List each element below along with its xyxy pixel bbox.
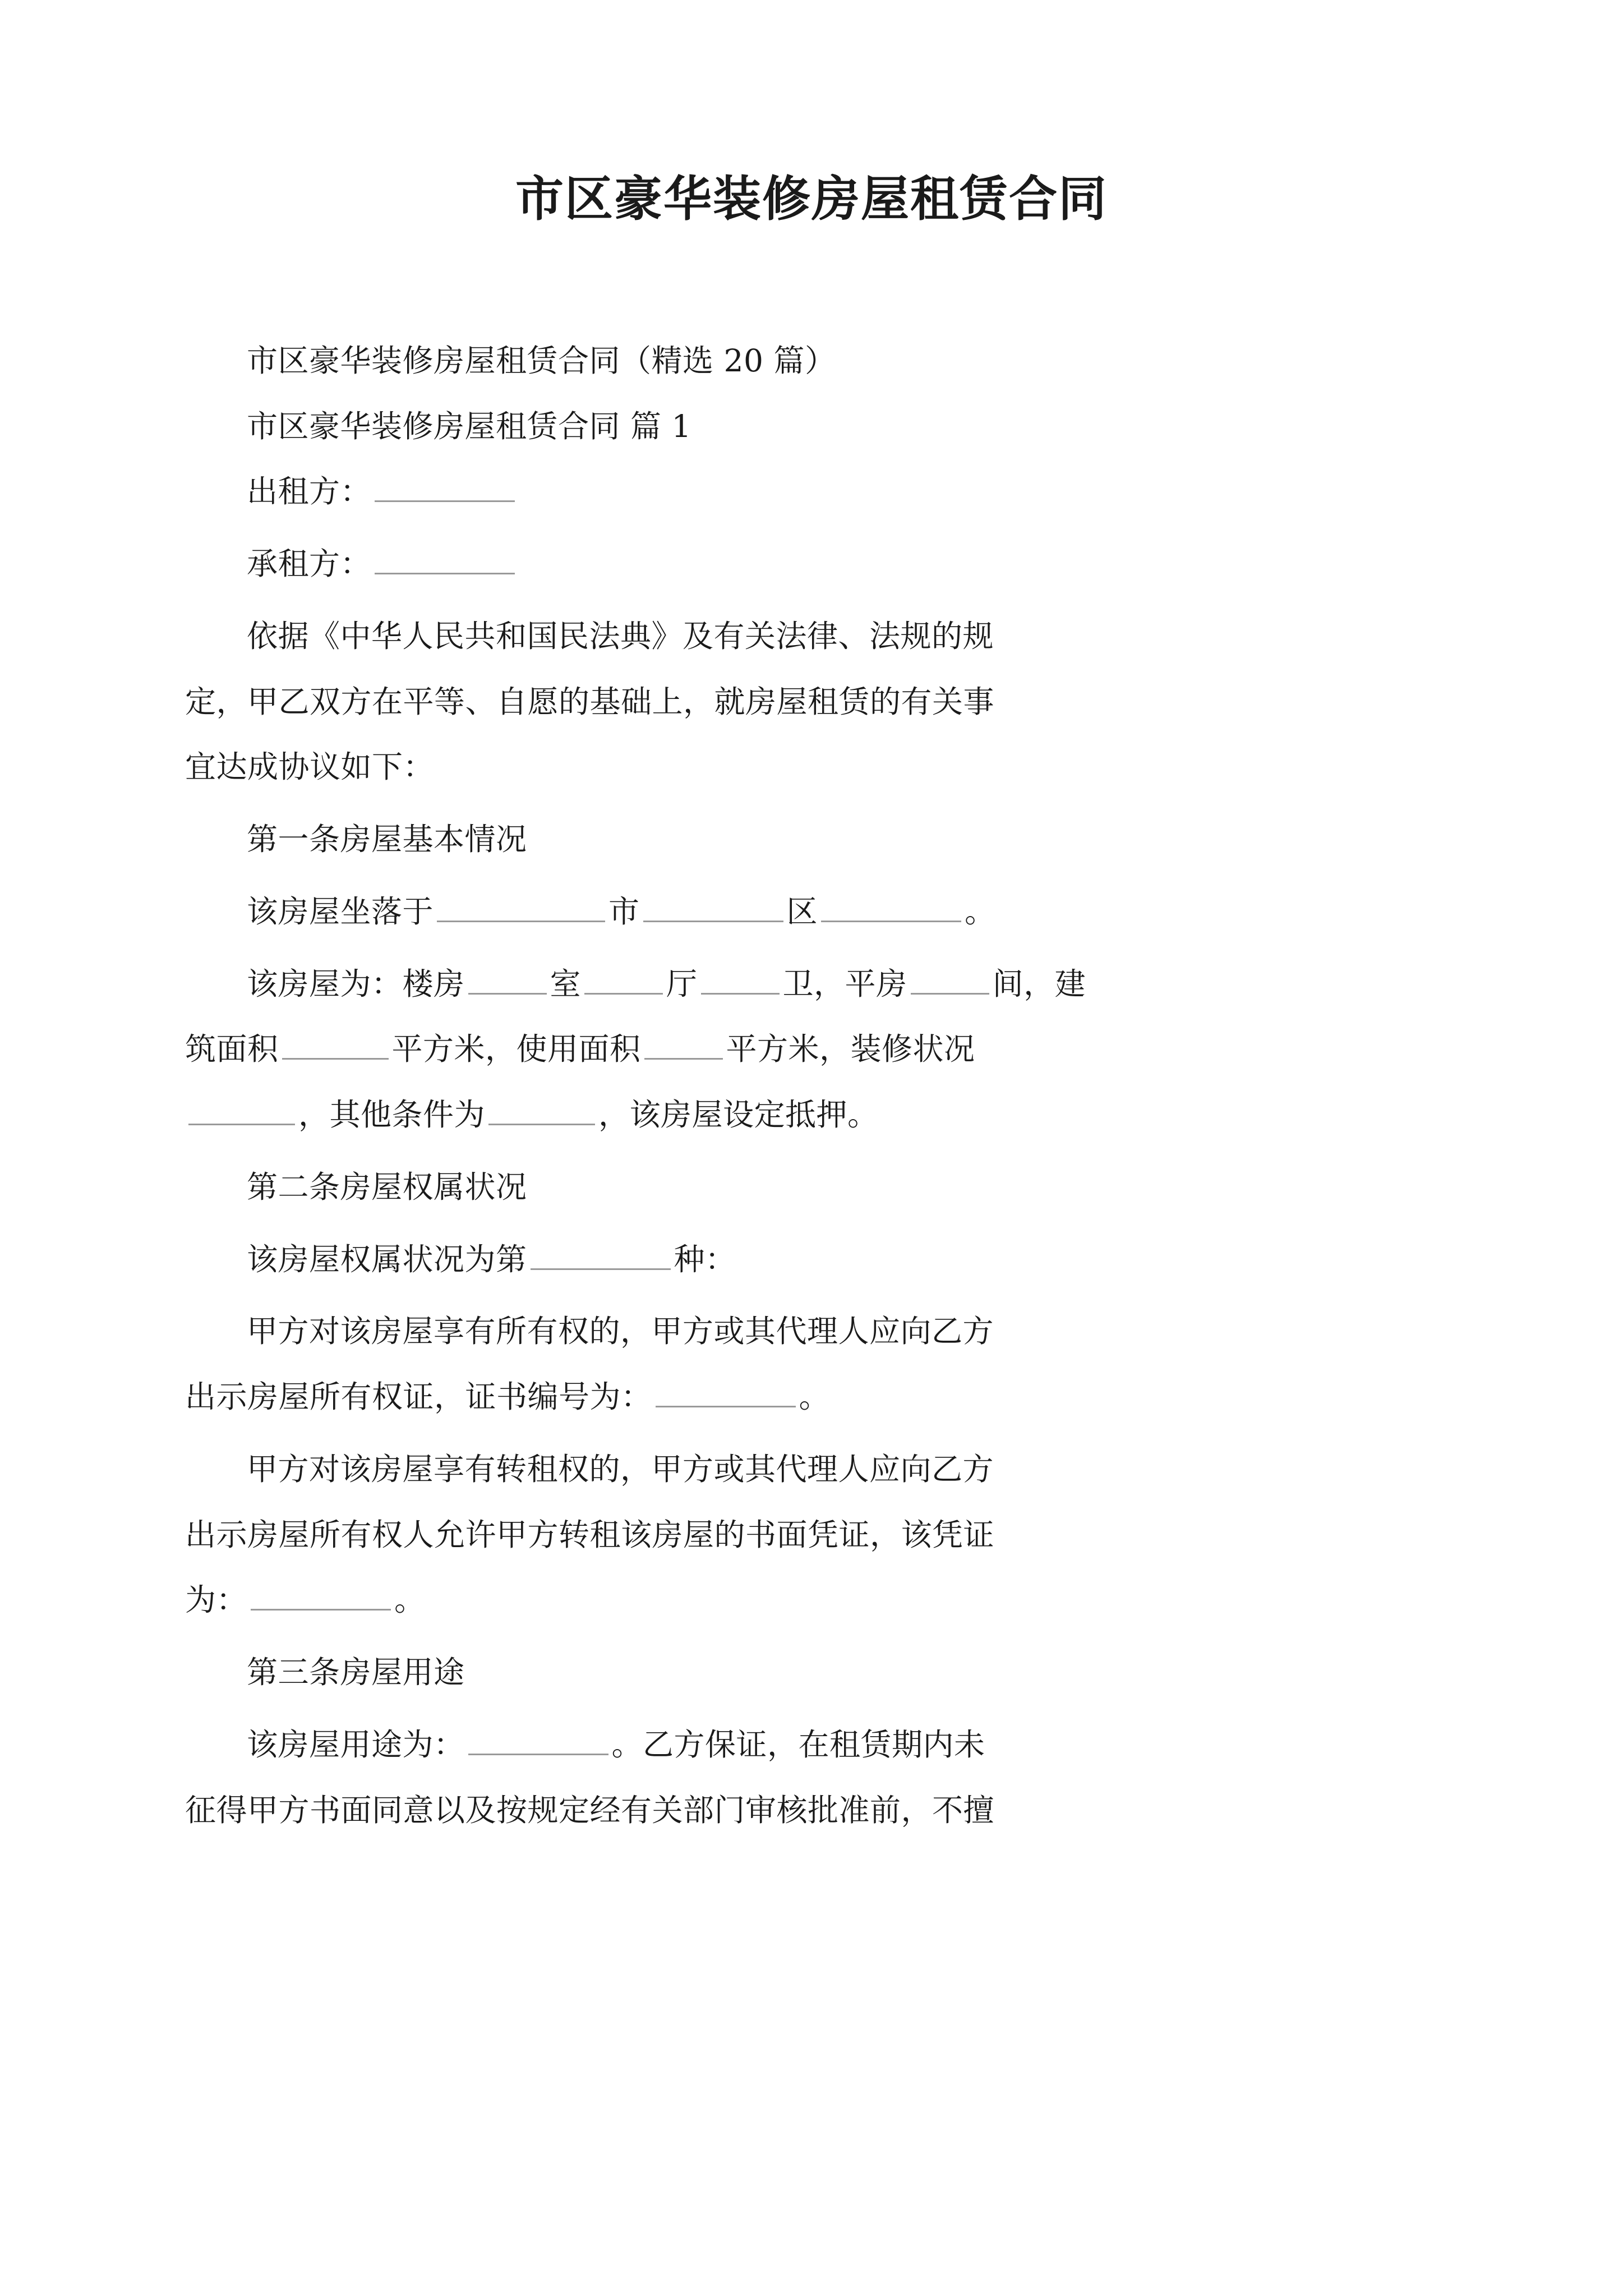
article-3-usage-end: 。乙方保证，在租赁期内未: [611, 1726, 985, 1763]
article-1-other-line: [185, 1083, 1438, 1147]
article-1-area-line: [185, 1018, 1438, 1081]
built-area-blank[interactable]: [282, 1031, 389, 1060]
ownership-type-blank[interactable]: [531, 1241, 671, 1270]
flats-blank[interactable]: [911, 966, 989, 995]
document-body: [185, 329, 1438, 1842]
baths-blank[interactable]: [701, 966, 780, 995]
halls-blank[interactable]: [584, 966, 663, 995]
usage-blank[interactable]: [468, 1727, 608, 1755]
lessee-blank[interactable]: [375, 546, 515, 574]
article-1-rooms-c: 厅: [666, 965, 698, 1002]
article-2-sublet-label: 为：: [185, 1582, 248, 1618]
article-2-sublet-line-3: [185, 1568, 1438, 1632]
article-2-owner-cert-label: 出示房屋所有权证，证书编号为：: [185, 1379, 652, 1415]
other-terms-blank[interactable]: [488, 1097, 595, 1125]
article-2-ownership-b: 种：: [674, 1241, 736, 1277]
article-1-other-b: ，该房屋设定抵押。: [598, 1097, 879, 1133]
article-1-location-c: 区: [786, 893, 818, 930]
article-1-rooms-line: [185, 953, 1438, 1016]
article-1-rooms-a: 该房屋为：楼房: [247, 965, 465, 1002]
rooms-blank[interactable]: [468, 966, 547, 995]
article-2-sublet-line-1: 甲方对该房屋享有转租权的，甲方或其代理人应向乙方: [247, 1451, 994, 1487]
usable-area-blank[interactable]: [644, 1031, 723, 1060]
sublet-proof-blank[interactable]: [251, 1582, 391, 1611]
article-3-heading: 第三条房屋用途: [247, 1654, 465, 1691]
lessor-field-line: [185, 460, 1438, 523]
lessee-label: 承租方：: [247, 546, 372, 582]
lessor-blank[interactable]: [375, 473, 515, 502]
article-2-heading: 第二条房屋权属状况: [247, 1168, 527, 1205]
article-1-location-d: 。: [965, 893, 996, 930]
article-1-location-line: [185, 880, 1438, 944]
article-1-heading: 第一条房屋基本情况: [247, 821, 527, 858]
article-1-location-b: 市: [608, 893, 640, 930]
address-blank[interactable]: [821, 894, 961, 922]
city-blank[interactable]: [437, 894, 605, 922]
article-1-area-a: 筑面积: [185, 1031, 279, 1068]
lessor-label: 出租方：: [247, 473, 372, 510]
article-2-sublet-line-2: 出示房屋所有权人允许甲方转租该房屋的书面凭证，该凭证: [185, 1516, 995, 1553]
preamble-line-3: 宜达成协议如下：: [185, 749, 435, 785]
article-3-usage-line-2: 征得甲方书面同意以及按规定经有关部门审核批准前，不擅: [185, 1792, 995, 1828]
article-1-area-b: 平方米，使用面积: [391, 1031, 641, 1068]
article-1-rooms-b: 室: [550, 965, 582, 1002]
page-title: 市区豪华装修房屋租赁合同: [515, 171, 1108, 227]
article-1-area-c: 平方米，装修状况: [726, 1031, 975, 1068]
subtitle-line: 市区豪华装修房屋租赁合同（精选 20 篇）: [247, 342, 836, 379]
lessee-field-line: [185, 532, 1438, 596]
article-3-usage-line-1: [185, 1713, 1438, 1777]
article-2-owner-line-1: 甲方对该房屋享有所有权的，甲方或其代理人应向乙方: [247, 1313, 994, 1350]
district-blank[interactable]: [643, 894, 783, 922]
section-label-line: 市区豪华装修房屋租赁合同 篇 1: [247, 408, 691, 444]
preamble-line-2: 定，甲乙双方在平等、自愿的基础上，就房屋租赁的有关事: [185, 683, 995, 720]
decoration-blank[interactable]: [188, 1097, 295, 1125]
article-2-ownership-a: 该房屋权属状况为第: [247, 1241, 527, 1277]
article-1-location-a: 该房屋坐落于: [247, 893, 434, 930]
preamble-line-1: 依据《中华人民共和国民法典》及有关法律、法规的规: [247, 618, 994, 654]
article-2-owner-line-2: [185, 1365, 1438, 1429]
article-2-owner-cert-end: 。: [799, 1379, 831, 1415]
article-1-other-a: ，其他条件为: [298, 1097, 486, 1133]
cert-number-blank[interactable]: [656, 1379, 796, 1407]
article-1-rooms-d: 卫，平房: [782, 965, 907, 1002]
article-2-sublet-end: 。: [394, 1582, 426, 1618]
article-2-ownership-line: [185, 1228, 1438, 1291]
article-3-usage-label: 该房屋用途为：: [247, 1726, 465, 1763]
article-1-rooms-e: 间，建: [992, 965, 1086, 1002]
